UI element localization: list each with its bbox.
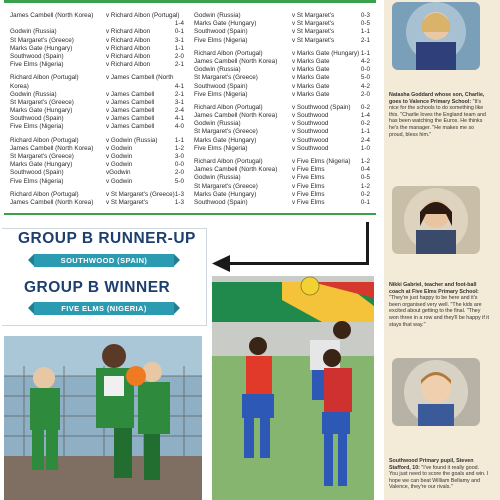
home-team: Godwin (Russia) <box>194 66 241 74</box>
away-team: v Five Elms <box>292 174 325 182</box>
away-team: v Southwood <box>292 144 329 152</box>
away-team: v James Cambell (North <box>106 74 174 82</box>
result-row <box>194 58 370 66</box>
result-row <box>10 169 184 177</box>
result-row <box>194 50 370 58</box>
home-team: Richard Albon (Portugal) <box>10 190 79 198</box>
match-score: 0-1 <box>174 28 184 36</box>
away-team: v Richard Albon (Portugal) <box>106 12 180 19</box>
result-row <box>194 20 370 28</box>
arrow-connector-vertical <box>366 222 369 264</box>
match-score: 2-0 <box>174 169 184 177</box>
match-score: 1-2 <box>360 182 370 190</box>
home-team: James Cambell (North Korea) <box>10 198 94 206</box>
runner-up-heading: GROUP B RUNNER-UP <box>18 230 196 247</box>
home-team: James Cambell (North Korea) <box>194 112 278 120</box>
result-row <box>10 91 184 99</box>
away-team: v Southwood <box>292 120 329 128</box>
result-row <box>10 74 184 82</box>
away-team: vGodwin <box>106 169 131 177</box>
result-row <box>194 74 370 82</box>
caption-natasha <box>389 92 489 138</box>
result-row <box>10 178 184 186</box>
result-row <box>10 153 184 161</box>
home-team: Southwood (Spain) <box>10 169 64 177</box>
away-team: v James Cambell <box>106 107 155 115</box>
home-team: Godwin (Russia) <box>10 28 57 36</box>
results-column-2 <box>194 12 370 207</box>
away-team: v Richard Albon <box>106 28 151 36</box>
result-row <box>194 199 370 207</box>
arrow-connector-horizontal <box>226 262 369 265</box>
winner-ribbon: FIVE ELMS (NIGERIA) <box>34 302 174 315</box>
results-bottom-rule <box>4 213 376 215</box>
match-score: 1-4 <box>360 112 370 120</box>
match-score: 1-1 <box>360 49 370 57</box>
away-team: v Marks Gate (Hungary) <box>292 49 360 57</box>
match-score: 0-5 <box>360 20 370 28</box>
match-score: 0-5 <box>360 174 370 182</box>
home-team: St Margaret's (Greece) <box>10 153 74 160</box>
result-row <box>10 107 184 115</box>
portrait-steven-stafford <box>392 358 480 426</box>
away-team: v Marks Gate <box>292 82 330 90</box>
portrait-nikki-gabriel <box>392 186 480 254</box>
match-score: 1-1 <box>360 28 370 36</box>
result-row <box>10 199 184 207</box>
home-team: Korea) <box>10 82 29 90</box>
match-score: 3-1 <box>174 98 184 106</box>
result-row <box>10 137 184 145</box>
away-team: v James Cambell <box>106 123 155 131</box>
home-team: Southwood (Spain) <box>194 82 248 90</box>
home-team: Marks Gate (Hungary) <box>10 107 73 115</box>
away-team: v James Cambell <box>106 98 155 106</box>
home-team: Godwin (Russia) <box>194 120 241 128</box>
home-team: Five Elms (Nigeria) <box>10 177 64 185</box>
home-team: Marks Gate (Hungary) <box>194 190 257 198</box>
result-row <box>194 191 370 199</box>
result-row <box>194 91 370 99</box>
runner-up-ribbon: SOUTHWOOD (SPAIN) <box>34 254 174 267</box>
match-score: 2-1 <box>360 36 370 44</box>
arrow-left-icon <box>212 255 230 272</box>
home-team: James Cambell (North Korea) <box>10 12 94 19</box>
caption-nikki-intro: Nikki Gabriel, teacher and foot-ball coach at Five Elms Primary School: <box>389 282 479 295</box>
result-row <box>194 166 370 174</box>
away-team: v Godwin (Russia) <box>106 136 158 144</box>
match-score: 0-2 <box>360 120 370 128</box>
away-team: v Southwood (Spain) <box>292 103 351 111</box>
match-score: 2-0 <box>174 52 184 60</box>
home-team: James Cambell (North Korea) <box>10 144 94 152</box>
result-row <box>194 137 370 145</box>
away-team: v Southwood <box>292 136 329 144</box>
home-team: Godwin (Russia) <box>194 174 241 182</box>
away-team: v St Margaret's <box>292 12 335 19</box>
home-team: Southwood (Spain) <box>10 52 64 60</box>
away-team: v Five Elms (Nigeria) <box>292 158 351 165</box>
away-team: v James Cambell <box>106 90 155 98</box>
result-row <box>194 37 370 45</box>
result-row <box>194 128 370 136</box>
away-team: v Godwin <box>106 161 133 169</box>
match-score: 0-2 <box>360 190 370 198</box>
photo-match-action <box>212 276 374 500</box>
home-team: St Margaret's (Greece) <box>10 36 74 44</box>
away-team: v Richard Albon <box>106 44 151 52</box>
home-team: Richard Albon (Portugal) <box>194 49 263 57</box>
away-team: v Richard Albon <box>106 52 151 60</box>
home-team: St Margaret's (Greece) <box>194 182 258 190</box>
result-row <box>10 61 184 69</box>
result-row <box>194 174 370 182</box>
away-team: v James Cambell <box>106 115 155 123</box>
away-team: v Southwood <box>292 112 329 120</box>
results-top-rule <box>4 0 376 3</box>
match-score: 4-2 <box>360 82 370 90</box>
match-score: 0-4 <box>360 166 370 174</box>
home-team: James Cambell (North Korea) <box>194 166 278 174</box>
result-row <box>10 99 184 107</box>
caption-nikki-quote: "They're just happy to be here and it's been organised very well. "The kids are excited about getting to the final. "They won three in a row and they'll be happy if it stays that way." <box>389 295 489 328</box>
caption-steven-quote: "I've found it really good. You just need to score the goals and win. I hope we can beat William Bellamy and Valence, they're our rivals." <box>389 464 489 491</box>
caption-steven-intro: Southwood Primary pupil, Steven Stafford, 10: <box>389 458 474 471</box>
result-row <box>10 53 184 61</box>
home-team: Godwin (Russia) <box>194 12 241 19</box>
home-team: Marks Gate (Hungary) <box>10 161 73 169</box>
result-row <box>10 45 184 53</box>
away-team: v Godwin <box>106 144 133 152</box>
match-score: 1-3 <box>174 198 184 206</box>
caption-natasha-intro: Natasha Goddard whose son, Charlie, goes to Valence Primary School: <box>389 92 485 105</box>
away-team: v Five Elms <box>292 190 325 198</box>
match-score: 2-1 <box>174 90 184 98</box>
photo-celebrating-players <box>4 336 202 500</box>
away-team: v St Margaret's <box>292 36 335 44</box>
result-row <box>194 104 370 112</box>
match-score: 2-0 <box>360 90 370 98</box>
match-score: 1-3 <box>174 190 184 198</box>
home-team: Marks Gate (Hungary) <box>194 136 257 144</box>
match-score: 4-2 <box>360 57 370 65</box>
match-score: 0-3 <box>360 12 370 19</box>
away-team: v St Margaret's <box>106 198 149 206</box>
result-row <box>10 191 184 199</box>
home-team: Five Elms (Nigeria) <box>194 90 248 98</box>
match-score: 1-1 <box>174 136 184 144</box>
home-team: St Margaret's (Greece) <box>194 128 258 136</box>
match-score: 4-0 <box>174 123 184 131</box>
match-score: 1-0 <box>360 144 370 152</box>
home-team: Marks Gate (Hungary) <box>194 20 257 28</box>
winner-heading: GROUP B WINNER <box>24 279 171 296</box>
away-team: v Marks Gate <box>292 90 330 98</box>
match-score: 0-2 <box>360 103 370 111</box>
caption-nikki <box>389 282 489 328</box>
result-row <box>10 161 184 169</box>
match-score: 1-2 <box>360 158 370 165</box>
result-row <box>194 112 370 120</box>
home-team: St Margaret's (Greece) <box>10 98 74 106</box>
match-score: 4-1 <box>174 82 184 90</box>
away-team: v Marks Gate <box>292 57 330 65</box>
result-row <box>10 83 184 91</box>
match-score: 1-1 <box>360 128 370 136</box>
away-team: v Five Elms <box>292 182 325 190</box>
result-row <box>194 145 370 153</box>
home-team: Southwood (Spain) <box>10 115 64 123</box>
result-row <box>10 145 184 153</box>
away-team: v Southwood <box>292 128 329 136</box>
away-team: v Richard Albon <box>106 36 151 44</box>
result-row <box>10 123 184 131</box>
home-team: Five Elms (Nigeria) <box>10 123 64 131</box>
away-team: v Five Elms <box>292 166 325 174</box>
away-team: v St Margaret's (Greece) <box>106 190 175 198</box>
result-row <box>10 28 184 36</box>
home-team: Richard Albon (Portugal) <box>194 103 263 111</box>
home-team: Godwin (Russia) <box>10 90 57 98</box>
home-team: Southwood (Spain) <box>194 28 248 36</box>
home-team: Richard Albon (Portugal) <box>194 158 263 165</box>
result-row <box>194 83 370 91</box>
away-team: v Marks Gate <box>292 74 330 82</box>
home-team: Richard Albon (Portugal) <box>10 136 79 144</box>
match-score: 0-0 <box>360 66 370 74</box>
home-team: Five Elms (Nigeria) <box>194 144 248 152</box>
match-score: 2-4 <box>174 107 184 115</box>
away-team: v Godwin <box>106 177 133 185</box>
match-score: 4-1 <box>174 115 184 123</box>
match-score: 3-1 <box>174 36 184 44</box>
result-row <box>10 37 184 45</box>
away-team: v Five Elms <box>292 198 325 206</box>
home-team: Richard Albon (Portugal) <box>10 74 79 82</box>
match-score: 5-0 <box>174 177 184 185</box>
match-score: 5-0 <box>360 74 370 82</box>
home-team: Five Elms (Nigeria) <box>10 61 64 69</box>
result-row <box>10 20 184 28</box>
match-score: 2-4 <box>360 136 370 144</box>
away-team: v St Margaret's <box>292 28 335 36</box>
result-row <box>194 66 370 74</box>
results-column-1 <box>10 12 184 207</box>
portrait-natasha-goddard <box>392 2 480 70</box>
result-row <box>194 120 370 128</box>
away-team: v Godwin <box>106 153 133 160</box>
home-team: Southwood (Spain) <box>194 198 248 206</box>
away-team: v St Margaret's <box>292 20 335 28</box>
result-row <box>194 183 370 191</box>
match-score: 2-1 <box>174 61 184 69</box>
home-team: St Margaret's (Greece) <box>194 74 258 82</box>
result-row <box>10 12 184 20</box>
caption-steven <box>389 458 489 491</box>
result-row <box>194 12 370 20</box>
result-row <box>194 28 370 36</box>
result-row <box>10 115 184 123</box>
home-team: Five Elms (Nigeria) <box>194 36 248 44</box>
home-team: James Cambell (North Korea) <box>194 57 278 65</box>
match-score: 0-1 <box>360 198 370 206</box>
caption-natasha-quote: "It's nice for the schools to do something like this. "Charlie loves the England team and has been watching the Euros. He thinks he's the manager. "He makes me so proud, bless him." <box>389 98 486 138</box>
match-score: 1-4 <box>174 20 184 28</box>
match-score: 1-1 <box>174 44 184 52</box>
away-team: v Marks Gate <box>292 66 330 74</box>
result-row <box>194 158 370 166</box>
match-score: 3-0 <box>174 153 184 160</box>
away-team: v Richard Albon <box>106 61 151 69</box>
match-score: 0-0 <box>174 161 184 169</box>
match-score: 1-2 <box>174 144 184 152</box>
home-team: Marks Gate (Hungary) <box>10 44 73 52</box>
